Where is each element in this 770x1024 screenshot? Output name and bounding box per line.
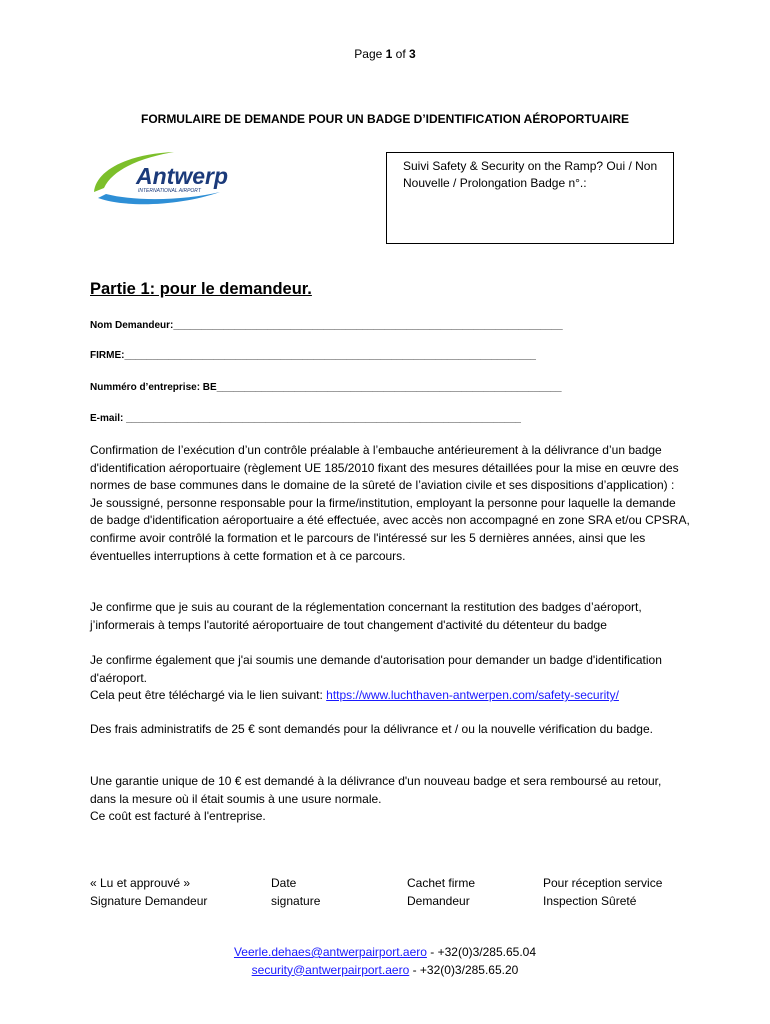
signature-reception-block [543,874,662,910]
field-email[interactable]: E-mail: _______________________________________________________________________ [90,413,521,424]
paragraph-autorisation [90,652,690,705]
contact-phone-1: - +32(0)3/285.65.04 [426,945,537,959]
signature-col3-line2: Demandeur [407,894,470,908]
paragraph-garantie-text: Une garantie unique de 10 € est demandé à la délivrance d'un nouveau badge et sera remboursé au retour, dans la mesure où il était soumis à une usure normale. [90,774,662,806]
info-box-line-1: Suivi Safety & Security on the Ramp? Oui / Non [403,159,658,173]
paragraph-cout-text: Ce coût est facturé à l'entreprise. [90,809,266,824]
paragraph-download-line [90,687,690,705]
signature-col1-line1: « Lu et approuvé » [90,876,191,890]
footer-contacts [0,944,770,979]
info-box-line-2: Nouvelle / Prolongation Badge n°.: [403,176,587,190]
section-title: Partie 1: pour le demandeur. [90,280,312,298]
contact-email-1-link[interactable]: Veerle.dehaes@antwerpairport.aero [233,945,427,959]
download-prefix: Cela peut être téléchargé via le lien suivant: [90,688,327,703]
page-prefix: Page [354,47,386,61]
paragraph-frais [90,721,690,739]
signature-demandeur-block [90,874,207,910]
signature-date-block [271,874,320,910]
paragraph-frais-text: Des frais administratifs de 25 € sont demandés pour la délivrance et / ou la nouvelle vérification du badge. [90,722,653,736]
paragraph-restitution [90,599,690,634]
field-nom-demandeur[interactable]: Nom Demandeur:______________________________________________________________________ [90,320,563,331]
footer-contact-1 [0,944,770,962]
paragraph-garantie [90,773,690,826]
paragraph-restitution-text: Je confirme que je suis au courant de la réglementation concernant la restitution des badges d’aéroport, j’informerais à temps l'autorité aéroportuaire de tout changement d'activité du détenteur du badge [90,600,642,632]
signature-col3-line1: Cachet firme [407,876,476,890]
signature-col1-line2: Signature Demandeur [90,894,208,908]
signature-col2-line1: Date [271,876,297,890]
paragraph-confirmation [90,442,690,565]
paragraph-confirmation-text: Confirmation de l’exécution d’un contrôle préalable à l’embauche antérieurement à la délivrance d’un badge d'identification aéroportuaire (règlement UE 185/2010 fixant des mesures détaillées pour la mise en œuvre des normes de base communes dans le domaine de la sûreté de l’aviation civile et ses dispositions d’application) : Je soussigné, personne responsable pour la firme/institution, employant la personne pour laquelle la demande de badge d'identification aéroportuaire a été effectuée, avec accès non accompagné en zone SRA et/ou CPSRA, confirme avoir contrôlé la formation et le parcours de l'intéressé sur les 5 dernières années, ainsi que les éventuelles interruptions à cette formation et à ce parcours. [90,443,690,563]
contact-email-2-link[interactable]: security@antwerpairport.aero [251,962,410,977]
page-number [0,47,770,61]
logo-subtitle: INTERNATIONAL AIRPORT [138,188,201,194]
contact-phone-2: - +32(0)3/285.65.20 [409,962,519,977]
document-title: FORMULAIRE DE DEMANDE POUR UN BADGE D’IDENTIFICATION AÉROPORTUAIRE [140,112,629,126]
signature-cachet-block [407,874,475,910]
signature-col4-line2: Inspection Sûreté [543,894,637,908]
signature-col2-line2: signature [271,894,321,908]
page-current: 1 [385,47,393,61]
field-numero-entreprise[interactable]: Numméro d’entreprise: BE______________________________________________________________ [90,382,562,393]
signature-col4-line1: Pour réception service [543,876,663,890]
page-of: of [392,47,410,61]
footer-contact-2 [0,962,770,980]
paragraph-autorisation-text: Je confirme également que j'ai soumis une demande d'autorisation pour demander un badge d'identification d'aéroport. [90,653,662,685]
info-box [386,152,674,244]
field-firme[interactable]: FIRME:__________________________________________________________________________ [90,350,536,361]
logo-swoosh-icon [88,148,238,210]
logo-name: Antwerp [136,163,228,189]
safety-security-link[interactable]: https://www.luchthaven-antwerpen.com/safety-security/ [326,688,619,703]
page-total: 3 [409,47,416,61]
antwerp-airport-logo [88,148,238,210]
